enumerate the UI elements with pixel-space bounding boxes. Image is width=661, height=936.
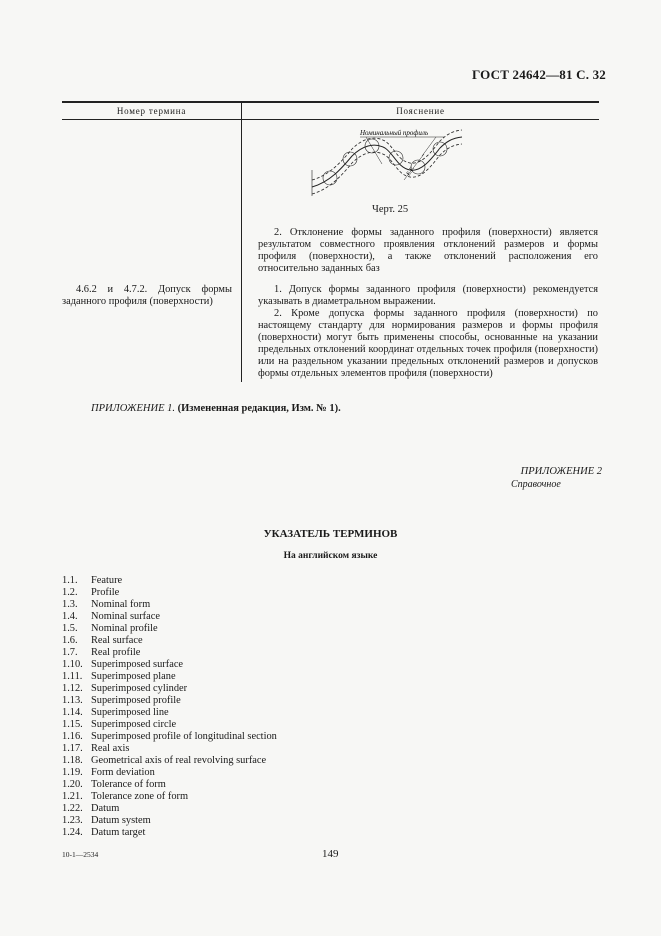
- index-item-number: 1.5.: [62, 623, 78, 634]
- index-item: [62, 647, 277, 659]
- index-item-term: Tolerance of form: [91, 779, 166, 790]
- index-title: УКАЗАТЕЛЬ ТЕРМИНОВ: [263, 528, 398, 540]
- index-item-term: Superimposed plane: [91, 671, 176, 682]
- index-item-term: Superimposed cylinder: [91, 683, 188, 694]
- index-item: [62, 827, 277, 839]
- index-item-term: Superimposed surface: [91, 659, 184, 670]
- index-item-number: 1.10.: [62, 659, 83, 670]
- figure-label-tolerance: Е.Г.: [405, 165, 417, 178]
- index-item-term: Superimposed circle: [91, 719, 177, 730]
- column-header-explanation: Пояснение: [396, 106, 445, 116]
- index-item: [62, 599, 277, 611]
- note-2: 2. Отклонение формы заданного профиля (поверхности) является результатом совместного проявления отклонений размеров и формы профиля (поверхности), а также отклонений расположения его относительно заданных баз: [258, 227, 598, 275]
- index-item-number: 1.17.: [62, 743, 83, 754]
- appendix-1-amendment: (Измененная редакция, Изм. № 1).: [177, 403, 341, 414]
- document-header: ГОСТ 24642—81 С. 32: [472, 67, 606, 82]
- index-item: [62, 815, 277, 827]
- index-item-number: 1.12.: [62, 683, 83, 694]
- appendix-1-note: [91, 403, 341, 414]
- index-item-term: Tolerance zone of form: [91, 791, 189, 802]
- index-item: [62, 683, 277, 695]
- index-item-number: 1.13.: [62, 695, 83, 706]
- index-item-number: 1.6.: [62, 635, 78, 646]
- index-item-term: Nominal form: [91, 599, 151, 610]
- figure-caption: Черт. 25: [372, 204, 409, 215]
- index-item-number: 1.23.: [62, 815, 83, 826]
- footer-code: 10-1—2534: [62, 850, 99, 859]
- table-top-rule: [62, 101, 599, 103]
- table-header-rule: [62, 119, 599, 120]
- index-item-number: 1.16.: [62, 731, 83, 742]
- index-item: [62, 635, 277, 647]
- column-header-term: Номер термина: [116, 106, 187, 116]
- index-item: [62, 731, 277, 743]
- index-item-term: Geometrical axis of real revolving surface: [91, 755, 267, 766]
- profile-tolerance-figure: [300, 124, 470, 196]
- index-item-term: Feature: [91, 575, 123, 586]
- figure-label-nominal-profile: Номинальный профиль: [360, 129, 429, 137]
- explanation-1: 1. Допуск формы заданного профиля (поверхности) рекомендуется указывать в диаметральном выражении.: [258, 284, 598, 308]
- index-item: [62, 659, 277, 671]
- index-item-term: Nominal profile: [91, 623, 158, 634]
- index-item-term: Profile: [91, 587, 120, 598]
- index-item: [62, 587, 277, 599]
- index-item-term: Datum target: [91, 827, 146, 838]
- index-item-term: Superimposed profile of longitudinal section: [91, 731, 277, 742]
- index-item: [62, 575, 277, 587]
- index-item: [62, 623, 277, 635]
- index-item: [62, 779, 277, 791]
- index-item: [62, 707, 277, 719]
- index-item-term: Form deviation: [91, 767, 155, 778]
- index-item-number: 1.4.: [62, 611, 78, 622]
- index-item: [62, 743, 277, 755]
- index-item: [62, 695, 277, 707]
- index-item-term: Superimposed profile: [91, 695, 181, 706]
- index-item-number: 1.22.: [62, 803, 83, 814]
- index-item-number: 1.14.: [62, 707, 83, 718]
- index-subtitle: На английском языке: [283, 551, 378, 561]
- index-item: [62, 767, 277, 779]
- index-item-number: 1.24.: [62, 827, 83, 838]
- term-reference: 4.6.2 и 4.7.2. Допуск формы заданного профиля (поверхности): [62, 284, 232, 308]
- index-item-term: Nominal surface: [91, 611, 160, 622]
- index-item-term: Datum system: [91, 815, 151, 826]
- index-item-number: 1.21.: [62, 791, 83, 802]
- appendix-2-subtitle: Справочное: [511, 479, 561, 490]
- index-item-number: 1.2.: [62, 587, 78, 598]
- index-list: [62, 575, 277, 839]
- index-item-term: Real surface: [91, 635, 143, 646]
- index-item-term: Real profile: [91, 647, 141, 658]
- appendix-2-title: ПРИЛОЖЕНИЕ 2: [520, 466, 602, 477]
- page-number: 149: [322, 848, 339, 860]
- index-item: [62, 671, 277, 683]
- index-item: [62, 803, 277, 815]
- index-item-number: 1.7.: [62, 647, 78, 658]
- index-item-number: 1.19.: [62, 767, 83, 778]
- explanation-2: 2. Кроме допуска формы заданного профиля (поверхности) по настоящему стандарту для нормирования размеров и формы профиля (поверхности) могут быть применены способы, основанные на указании предельных отклонений координат отдельных точек профиля (поверхности) или на раздельном указании предельных отклонений размеров и допусков формы отдельных элементов профиля (поверхности): [258, 308, 598, 380]
- appendix-1-label: ПРИЛОЖЕНИЕ 1.: [91, 403, 175, 414]
- index-item-number: 1.11.: [62, 671, 83, 682]
- index-item-term: Real axis: [91, 743, 130, 754]
- index-item: [62, 791, 277, 803]
- index-item-number: 1.1.: [62, 575, 78, 586]
- index-item: [62, 755, 277, 767]
- index-item-term: Datum: [91, 803, 120, 814]
- table-column-divider: [241, 102, 242, 382]
- index-item-number: 1.18.: [62, 755, 83, 766]
- index-item: [62, 719, 277, 731]
- index-item-number: 1.20.: [62, 779, 83, 790]
- index-item-term: Superimposed line: [91, 707, 169, 718]
- index-item-number: 1.15.: [62, 719, 83, 730]
- index-item-number: 1.3.: [62, 599, 78, 610]
- index-item: [62, 611, 277, 623]
